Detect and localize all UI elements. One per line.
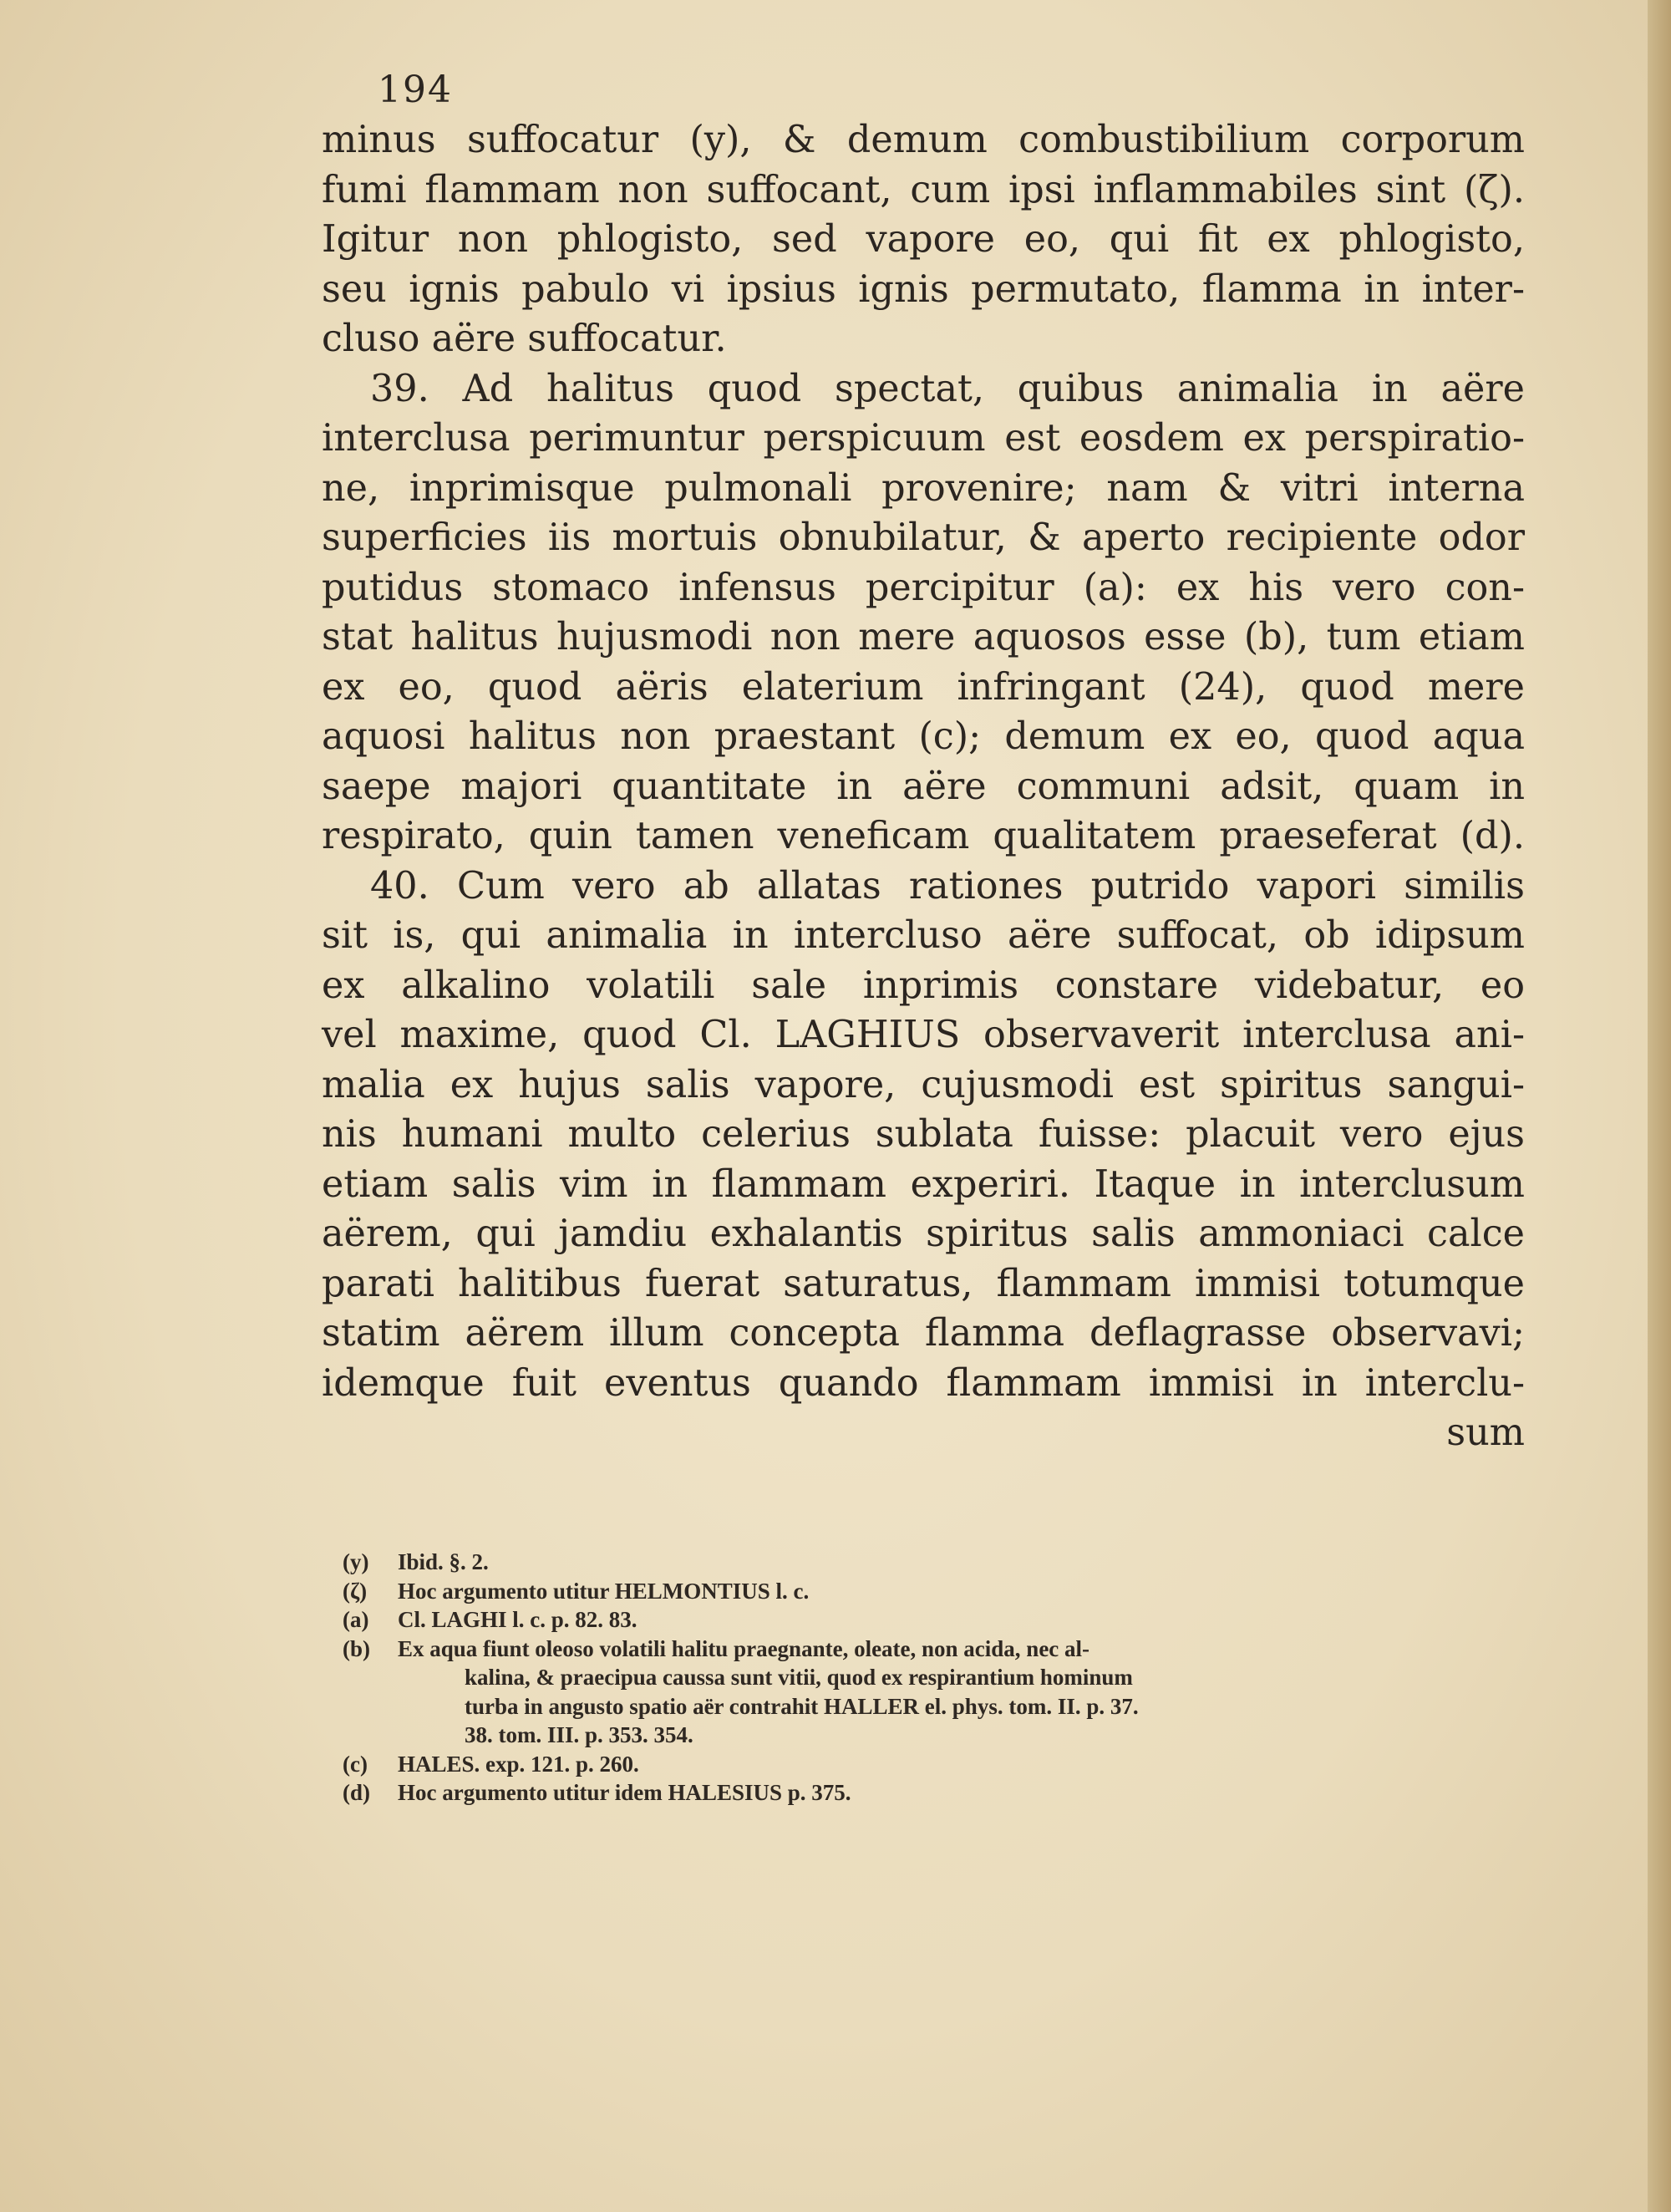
text-line: ex eo, quod aëris elaterium infringant (24), quod mere: [322, 665, 1525, 709]
footnote-mark: (c): [343, 1751, 368, 1777]
text-line: respirato, quin tamen veneficam qualitatem praeseferat (d).: [322, 815, 1525, 857]
footnote: [343, 1635, 1529, 1664]
footnotes: [343, 1548, 1529, 1808]
footnote-mark: (y): [343, 1549, 369, 1574]
footnote-mark: [343, 1721, 398, 1750]
footnote-text: turba in angusto spatio aër contrahit HALLER el. phys. tom. II. p. 37.: [465, 1693, 1139, 1719]
text-line: seu ignis pabulo vi ipsius ignis permutato, flamma in inter-: [322, 267, 1525, 311]
text-line: 39. Ad halitus quod spectat, quibus animalia in aëre: [370, 367, 1525, 410]
footnote-text: Hoc argumento utitur idem HALESIUS p. 375.: [398, 1780, 851, 1805]
text-line: aërem, qui jamdiu exhalantis spiritus salis ammoniaci calce: [322, 1213, 1525, 1255]
text-line: idemque fuit eventus quando flammam immisi in interclu-: [322, 1361, 1525, 1405]
footnote-continuation: [343, 1721, 1529, 1750]
text-line: cluso aëre suffocatur.: [322, 318, 727, 360]
footnote-mark: [343, 1692, 398, 1721]
footnote-text: 38. tom. III. p. 353. 354.: [465, 1722, 693, 1747]
footnote: [343, 1548, 1529, 1577]
catchword: sum: [1446, 1411, 1525, 1454]
footnote-mark: [343, 1663, 398, 1692]
page-number: 194: [378, 69, 453, 111]
footnote-text: HALES. exp. 121. p. 260.: [398, 1751, 639, 1777]
text-line: ex alkalino volatili sale inprimis constare videbatur, eo: [322, 964, 1525, 1007]
footnote-text: Ex aqua fiunt oleoso volatili halitu praegnante, oleate, non acida, nec al-: [398, 1635, 1090, 1661]
main-text: [322, 115, 1525, 1458]
text-line: etiam salis vim in flammam experiri. Itaque in interclusum: [322, 1162, 1525, 1206]
text-line: parati halitibus fuerat saturatus, flammam immisi totumque: [322, 1262, 1525, 1305]
text-line: putidus stomaco infensus percipitur (a): ex his vero con-: [322, 566, 1525, 609]
text-line: malia ex hujus salis vapore, cujusmodi est spiritus sangui-: [322, 1063, 1525, 1106]
footnote-text: kalina, & praecipua caussa sunt vitii, quod ex respirantium hominum: [465, 1665, 1133, 1690]
footnote-mark: (a): [343, 1607, 369, 1632]
footnote-mark: (b): [343, 1635, 370, 1661]
text-line: 40. Cum vero ab allatas rationes putrido vapori similis: [370, 864, 1525, 908]
text-line: superficies iis mortuis obnubilatur, & aperto recipiente odor: [322, 516, 1525, 559]
footnote-continuation: [343, 1692, 1529, 1721]
text-line: interclusa perimuntur perspicuum est eosdem ex perspiratio-: [322, 417, 1525, 460]
text-line: minus suffocatur (y), & demum combustibilium corporum: [322, 119, 1525, 161]
text-line: fumi flammam non suffocant, cum ipsi inflammabiles sint (ζ).: [322, 168, 1525, 211]
footnote-text: Cl. LAGHI l. c. p. 82. 83.: [398, 1607, 637, 1632]
text-line: statim aërem illum concepta flamma deflagrasse observavi;: [322, 1312, 1525, 1355]
text-line: nis humani multo celerius sublata fuisse: placuit vero ejus: [322, 1113, 1525, 1156]
text-line: vel maxime, quod Cl. LAGHIUS observaverit interclusa ani-: [322, 1014, 1525, 1056]
footnote: [343, 1750, 1529, 1779]
footnote: [343, 1605, 1529, 1635]
footnote-mark: (ζ): [343, 1578, 368, 1604]
text-line: sit is, qui animalia in intercluso aëre suffocat, ob idipsum: [322, 914, 1525, 957]
text-line: Igitur non phlogisto, sed vapore eo, qui fit ex phlogisto,: [322, 218, 1525, 261]
text-line: aquosi halitus non praestant (c); demum ex eo, quod aqua: [322, 715, 1525, 758]
page-edge: [1648, 0, 1671, 2212]
footnote-continuation: [343, 1663, 1529, 1692]
text-line: saepe majori quantitate in aëre communi adsit, quam in: [322, 765, 1525, 808]
footnote-mark: (d): [343, 1780, 370, 1805]
footnote: [343, 1577, 1529, 1606]
text-line: stat halitus hujusmodi non mere aquosos esse (b), tum etiam: [322, 616, 1525, 659]
footnote-text: Ibid. §. 2.: [398, 1549, 489, 1574]
footnote: [343, 1778, 1529, 1808]
text-line: ne, inprimisque pulmonali provenire; nam & vitri interna: [322, 466, 1525, 510]
footnote-text: Hoc argumento utitur HELMONTIUS l. c.: [398, 1578, 810, 1604]
